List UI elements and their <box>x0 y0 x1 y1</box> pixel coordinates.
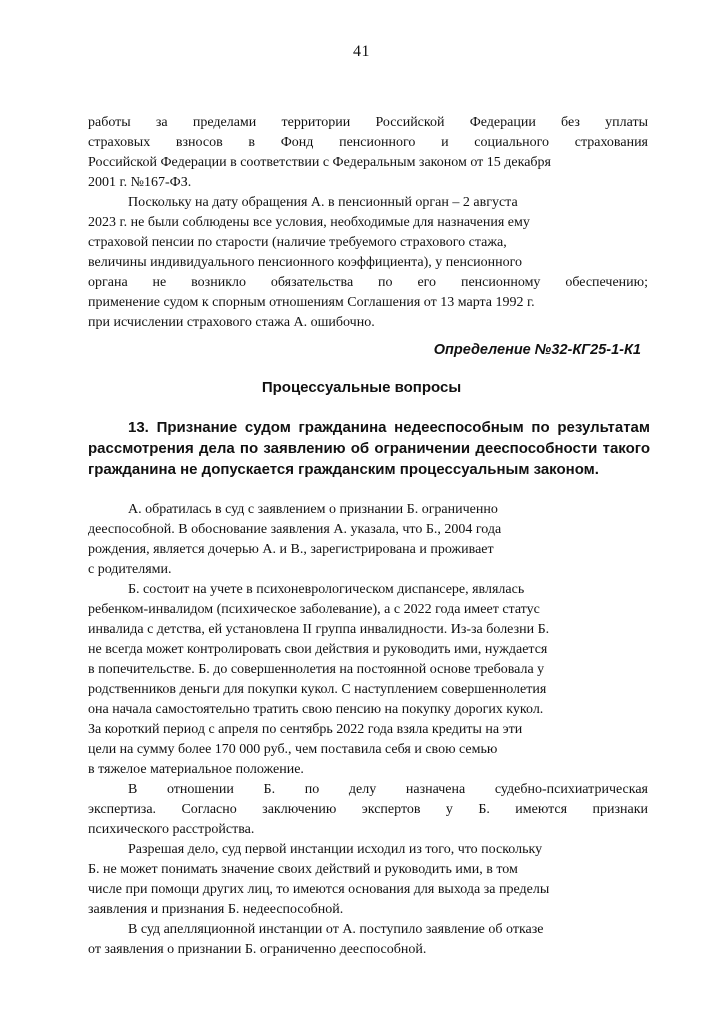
text-line: А. обратилась в суд с заявлением о признании Б. ограниченно <box>128 502 498 517</box>
text-line: Российской Федерации в соответствии с Федеральным законом от 15 декабря <box>88 155 551 170</box>
top-text-block <box>88 113 648 333</box>
text-line: цели на сумму более 170 000 руб., чем поставила себя и свою семью <box>88 742 498 757</box>
text-line: работы за пределами территории Российской Федерации без уплаты <box>88 115 648 130</box>
paragraph <box>88 920 648 960</box>
text-line: не всегда может контролировать свои действия и руководить ими, нуждается <box>88 642 548 657</box>
text-line: при исчислении страхового стажа А. ошибочно. <box>88 315 375 330</box>
text-line: В отношении Б. по делу назначена судебно-психиатрическая <box>128 782 648 797</box>
text-line: родственников деньги для покупки кукол. С наступлением совершеннолетия <box>88 682 547 697</box>
paragraph <box>88 580 648 780</box>
text-line: Поскольку на дату обращения А. в пенсионный орган – 2 августа <box>128 195 518 210</box>
item-heading: 13. Признание судом гражданина недееспособным по результатам рассмотрения дела по заявлению об ограничении дееспособности такого гражданина не допускается гражданским процессуальным законом. <box>88 419 650 478</box>
text-line: она начала самостоятельно тратить свою пенсию на покупку дорогих кукол. <box>88 702 544 717</box>
text-line: экспертиза. Согласно заключению экспертов у Б. имеются признаки <box>88 802 648 817</box>
text-line: За короткий период с апреля по сентябрь 2022 года взяла кредиты на эти <box>88 722 523 737</box>
case-description <box>88 500 648 960</box>
paragraph <box>88 780 648 840</box>
text-line: страховых взносов в Фонд пенсионного и социального страхования <box>88 135 648 150</box>
text-line: ребенком-инвалидом (психическое заболевание), а с 2022 года имеет статус <box>88 602 540 617</box>
text-line: с родителями. <box>88 562 172 577</box>
paragraph <box>88 500 648 580</box>
paragraph <box>88 840 648 920</box>
text-line: дееспособной. В обоснование заявления А. указала, что Б., 2004 года <box>88 522 502 537</box>
text-line: Б. не может понимать значение своих действий и руководить ими, в том <box>88 862 518 877</box>
text-line: психического расстройства. <box>88 822 255 837</box>
text-line: органа не возникло обязательства по его пенсионному обеспечению; <box>88 275 648 290</box>
paragraph-pension <box>88 193 648 333</box>
text-line: в тяжелое материальное положение. <box>88 762 304 777</box>
text-line: величины индивидуального пенсионного коэффициента), у пенсионного <box>88 255 523 270</box>
text-line: 2023 г. не были соблюдены все условия, необходимые для назначения ему <box>88 215 530 230</box>
page-number: 41 <box>353 43 370 60</box>
text-line: В суд апелляционной инстанции от А. поступило заявление об отказе <box>128 922 544 937</box>
case-reference: Определение №32-КГ25-1-К1 <box>433 342 641 358</box>
text-line: инвалида с детства, ей установлена II группа инвалидности. Из-за болезни Б. <box>88 622 550 637</box>
text-line: Разрешая дело, суд первой инстанции исходил из того, что поскольку <box>128 842 543 857</box>
text-line: заявления и признания Б. недееспособной. <box>88 902 344 917</box>
section-title: Процессуальные вопросы <box>261 379 462 396</box>
text-line: страховой пенсии по старости (наличие требуемого страхового стажа, <box>88 235 507 250</box>
text-line: числе при помощи других лиц, то имеются основания для выхода за пределы <box>88 882 550 897</box>
text-line: от заявления о признании Б. ограниченно дееспособной. <box>88 942 427 957</box>
text-line: применение судом к спорным отношениям Соглашения от 13 марта 1992 г. <box>88 295 535 310</box>
paragraph-continuation <box>88 113 648 193</box>
text-line: рождения, является дочерью А. и В., зарегистрирована и проживает <box>88 542 494 557</box>
text-line: Б. состоит на учете в психоневрологическом диспансере, являлась <box>128 582 525 597</box>
text-line: в попечительстве. Б. до совершеннолетия на постоянной основе требовала у <box>88 662 545 677</box>
text-line: 2001 г. №167-ФЗ. <box>88 175 192 190</box>
